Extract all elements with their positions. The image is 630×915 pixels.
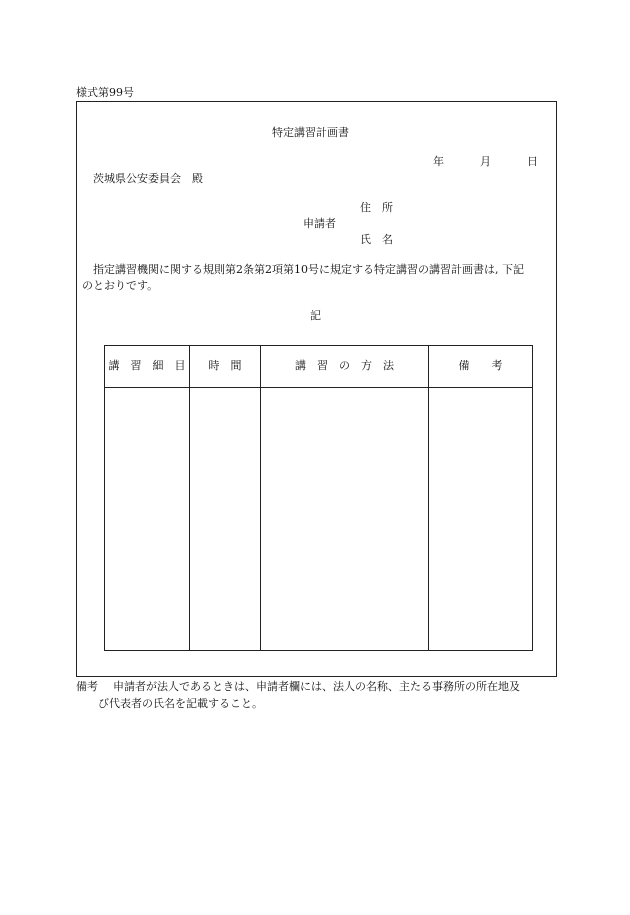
applicant-label: 申請者 — [303, 217, 336, 230]
remarks-label: 備考 — [76, 680, 98, 693]
table-header-time: 時 間 — [208, 359, 242, 372]
table-column-divider — [260, 346, 261, 650]
applicant-name-label: 氏 名 — [360, 233, 393, 246]
date-year-label: 年 — [433, 155, 444, 168]
table-column-divider — [428, 346, 429, 650]
remarks-line2: び代表者の氏名を記載すること。 — [98, 697, 263, 710]
applicant-address-label: 住 所 — [360, 201, 393, 214]
date-month-label: 月 — [480, 155, 491, 168]
form-number: 様式第99号 — [76, 86, 134, 99]
body-text-line2: のとおりです。 — [82, 279, 159, 292]
addressee: 茨城県公安委員会 殿 — [93, 172, 203, 185]
plan-table — [104, 345, 533, 651]
form-title: 特定講習計画書 — [272, 126, 349, 139]
date-day-label: 日 — [527, 155, 538, 168]
table-header-divider — [105, 387, 532, 388]
ki-heading: 記 — [310, 309, 321, 322]
table-header-course-details: 講 習 細 目 — [108, 359, 186, 372]
table-column-divider — [189, 346, 190, 650]
table-header-remarks: 備 考 — [458, 359, 503, 372]
remarks-line1: 申請者が法人であるときは、申請者欄には、法人の名称、主たる事務所の所在地及 — [113, 680, 520, 693]
table-header-method: 講 習 の 方 法 — [295, 359, 394, 372]
body-text-line1: 指定講習機関に関する規則第2条第2項第10号に規定する特定講習の講習計画書は, 下記 — [93, 263, 524, 276]
